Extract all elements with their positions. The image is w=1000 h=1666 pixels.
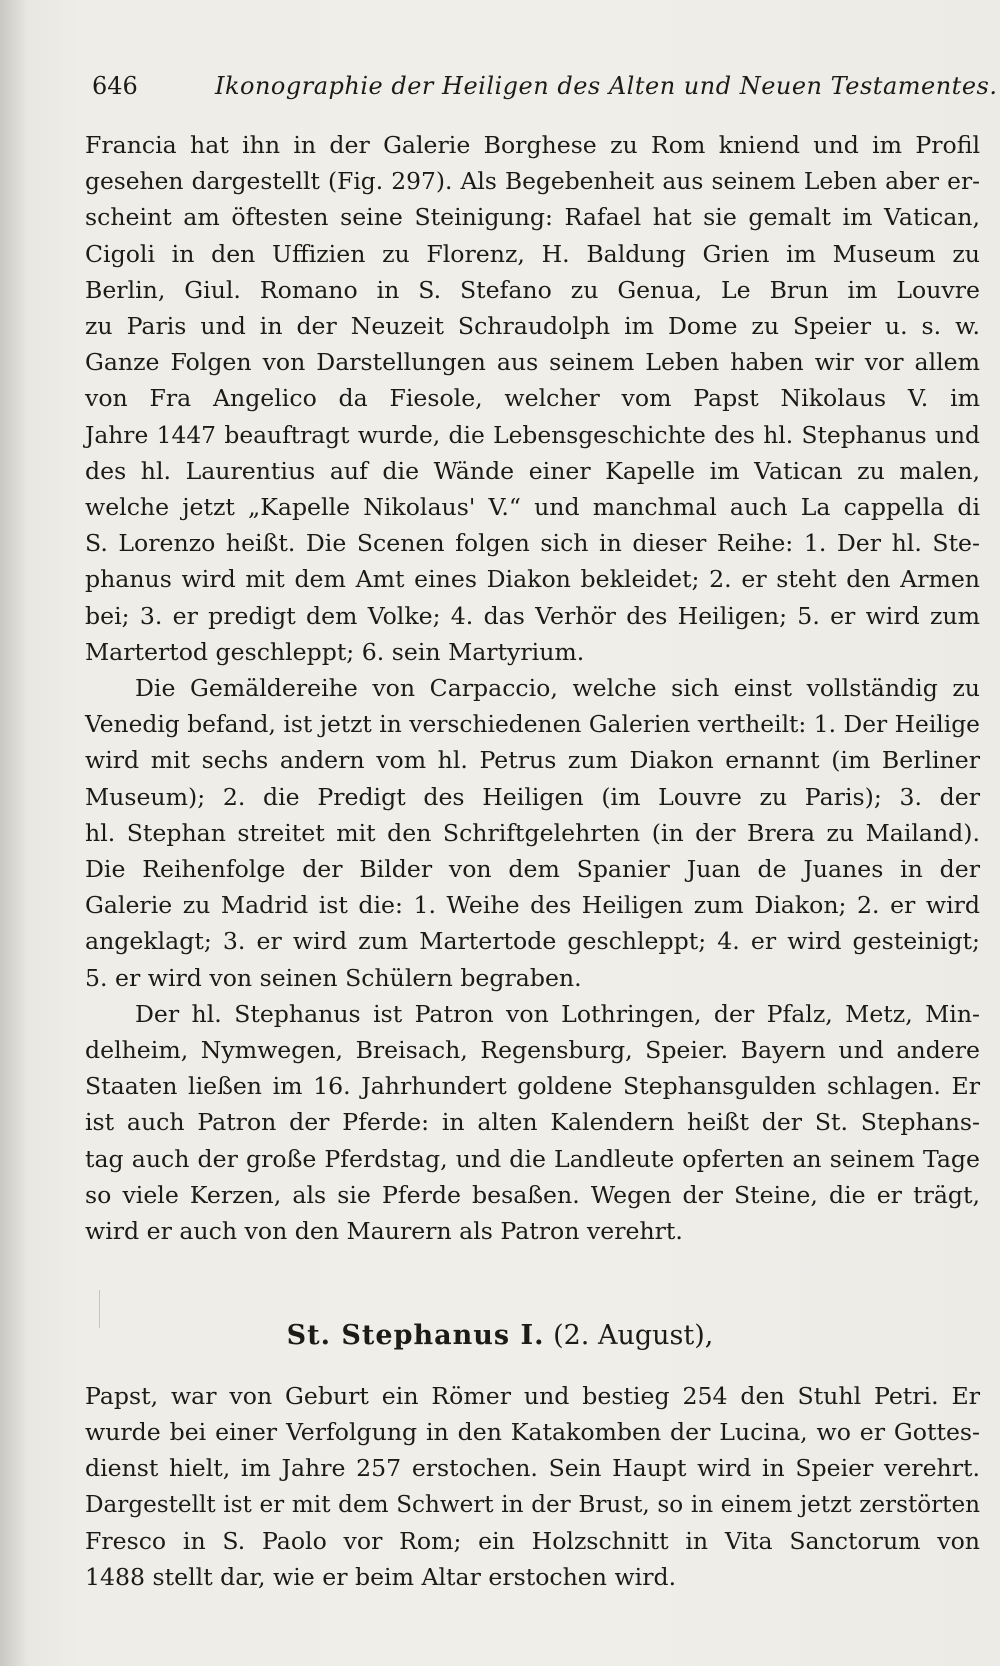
- text-line: Venedig befand, ist jetzt in verschiedenen Galerien vertheilt: 1. Der Heilige: [85, 710, 980, 739]
- text-line: Jahre 1447 beauftragt wurde, die Lebensgeschichte des hl. Stephanus und: [85, 420, 980, 449]
- text-line: 5. er wird von seinen Schülern begraben.: [85, 963, 582, 992]
- text-line: Francia hat ihn in der Galerie Borghese zu Rom kniend und im Profil: [85, 131, 980, 159]
- running-title: Ikonographie der Heiligen des Alten und Neuen Testamentes.: [215, 72, 998, 100]
- text-line: Die Reihenfolge der Bilder von dem Spanier Juan de Juanes in der: [85, 855, 980, 884]
- page-gutter-shadow: [0, 0, 28, 1666]
- paragraph-4: [85, 1378, 980, 1595]
- text-line: Papst, war von Geburt ein Römer und bestieg 254 den Stuhl Petri. Er: [85, 1382, 980, 1410]
- paragraph-1: [85, 127, 980, 670]
- text-line: Der hl. Stephanus ist Patron von Lothringen, der Pfalz, Metz, Min-: [135, 999, 980, 1028]
- text-line: Cigoli in den Uffizien zu Florenz, H. Baldung Grien im Museum zu: [85, 239, 980, 268]
- feast-date: (2. August),: [553, 1320, 714, 1351]
- text-line: Martertod geschleppt; 6. sein Martyrium.: [85, 637, 585, 666]
- text-line: angeklagt; 3. er wird zum Martertode geschleppt; 4. er wird gesteinigt;: [85, 927, 980, 956]
- text-line: S. Lorenzo heißt. Die Scenen folgen sich in dieser Reihe: 1. Der hl. Ste-: [85, 529, 980, 558]
- text-line: 1488 stellt dar, wie er beim Altar erstochen wird.: [85, 1563, 677, 1592]
- text-line: Fresco in S. Paolo vor Rom; ein Holzschnitt in Vita Sanctorum von: [85, 1526, 980, 1555]
- text-line: wird mit sechs andern vom hl. Petrus zum Diakon ernannt (im Berliner: [85, 746, 980, 775]
- text-line: Galerie zu Madrid ist die: 1. Weihe des Heiligen zum Diakon; 2. er wird: [85, 891, 980, 920]
- text-line: dienst hielt, im Jahre 257 erstochen. Sein Haupt wird in Speier verehrt.: [85, 1454, 980, 1483]
- text-line: Die Gemäldereihe von Carpaccio, welche sich einst vollständig zu: [135, 674, 980, 703]
- text-line: Staaten ließen im 16. Jahrhundert goldene Stephansgulden schlagen. Er: [85, 1072, 980, 1101]
- text-line: ist auch Patron der Pferde: in alten Kalendern heißt der St. Stephans-: [85, 1108, 980, 1137]
- text-line: Dargestellt ist er mit dem Schwert in der Brust, so in einem jetzt zerstörten: [85, 1491, 980, 1518]
- text-line: so viele Kerzen, als sie Pferde besaßen. Wegen der Steine, die er trägt,: [85, 1180, 980, 1209]
- text-line: hl. Stephan streitet mit den Schriftgelehrten (in der Brera zu Mailand).: [85, 818, 980, 847]
- main-text: [85, 127, 980, 1249]
- text-line: scheint am öftesten seine Steinigung: Rafael hat sie gemalt im Vatican,: [85, 203, 980, 232]
- text-line: phanus wird mit dem Amt eines Diakon bekleidet; 2. er steht den Armen: [85, 565, 980, 594]
- page-number: 646: [92, 72, 138, 100]
- text-line: wird er auch von den Maurern als Patron verehrt.: [85, 1217, 683, 1246]
- page-header: [92, 66, 998, 106]
- text-line: welche jetzt „Kapelle Nikolaus' V.“ und manchmal auch La cappella di: [85, 493, 980, 522]
- text-line: Ganze Folgen von Darstellungen aus seinem Leben haben wir vor allem: [85, 348, 980, 377]
- text-line: bei; 3. er predigt dem Volke; 4. das Verhör des Heiligen; 5. er wird zum: [85, 601, 980, 630]
- text-line: Museum); 2. die Predigt des Heiligen (im Louvre zu Paris); 3. der: [85, 782, 980, 811]
- saint-name: St. Stephanus I.: [286, 1320, 545, 1351]
- paragraph-2: [85, 670, 980, 996]
- section-heading: [0, 1314, 1000, 1358]
- text-line: gesehen dargestellt (Fig. 297). Als Begebenheit aus seinem Leben aber er-: [85, 167, 980, 196]
- text-line: delheim, Nymwegen, Breisach, Regensburg, Speier. Bayern und andere: [85, 1036, 980, 1065]
- text-line: des hl. Laurentius auf die Wände einer Kapelle im Vatican zu malen,: [85, 456, 980, 485]
- text-line: Berlin, Giul. Romano in S. Stefano zu Genua, Le Brun im Louvre: [85, 275, 980, 304]
- text-line: tag auch der große Pferdstag, und die Landleute opferten an seinem Tage: [85, 1144, 980, 1173]
- entry-text: [85, 1378, 980, 1595]
- text-line: zu Paris und in der Neuzeit Schraudolph im Dome zu Speier u. s. w.: [85, 312, 980, 341]
- text-line: von Fra Angelico da Fiesole, welcher vom Papst Nikolaus V. im: [85, 384, 980, 413]
- text-line: wurde bei einer Verfolgung in den Katakomben der Lucina, wo er Gottes-: [85, 1418, 980, 1447]
- paragraph-3: [85, 996, 980, 1249]
